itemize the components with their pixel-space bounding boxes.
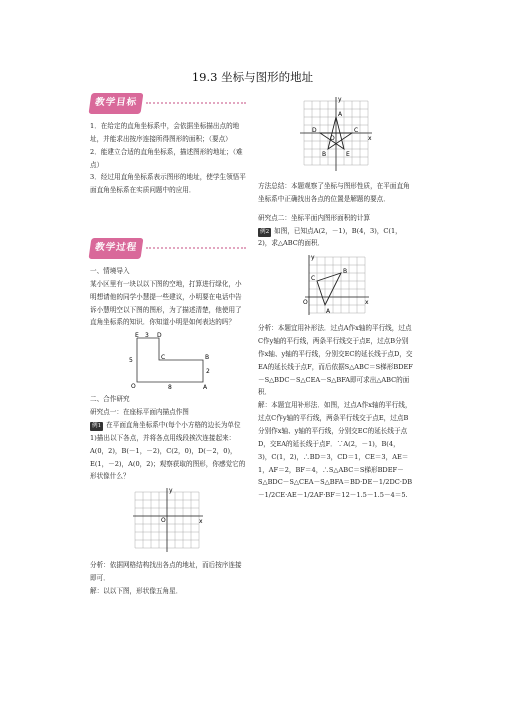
section-2-heading: 二、合作研究 [90, 395, 130, 404]
goals-banner [90, 94, 246, 112]
axis-label-y: y [337, 96, 342, 103]
point-label-a: A [325, 308, 330, 316]
axis-label-x: x [364, 299, 369, 307]
example-1 [90, 419, 246, 483]
method-summary: 方法总结：本题观察了坐标与图形性质，在平面直角坐标系中正确找出各点的位置是解题的要点． [258, 182, 410, 203]
analysis-2: 分析：本题宜用补形法．过点A作x轴的平行线，过点C作y轴的平行线，两条平行线交于点E，过点B分别作x轴、y轴的平行线，分别交EC的延长线于点D，交EA的延长线于点F，而后依据S△ABC＝S梯形BDEF－S△BDC－S△CEA－S△BFA即可求出△ABC的面积． [258, 324, 413, 397]
goal-3: 3．经过用直角坐标系表示图形的地址，使学生领悟平面直角坐标系在实质问题中的应用． [90, 173, 246, 195]
l-shape-label: O [131, 383, 136, 391]
solution-1: 解：以以下图，形状像五角星． [90, 586, 183, 595]
l-shape-label: 8 [168, 384, 172, 391]
point-label-b: B [321, 151, 326, 158]
triangle-grid-figure [299, 253, 373, 319]
point-label-c: C [353, 127, 358, 134]
example-2 [258, 225, 413, 251]
axis-label-x: x [367, 135, 372, 142]
axis-label-y: y [169, 487, 173, 495]
topic-2-heading: 研究点二：坐标平面内图形面积的计算 [258, 213, 371, 222]
l-shape-label: B [205, 354, 210, 362]
point-label-a: A [337, 111, 342, 118]
l-shape-label: C [161, 354, 166, 362]
topic-1-heading: 研究点一：在座标平面内描点作图 [90, 408, 189, 417]
right-column [258, 92, 413, 502]
origin-label: O [302, 299, 308, 307]
process-banner-label: 教学过程 [89, 238, 144, 259]
point-label-c: C [310, 275, 315, 283]
l-shape-outline [137, 338, 203, 382]
l-shape-figure [123, 332, 213, 390]
origin-label: O [161, 517, 166, 525]
analysis-1: 分析：依据网格结构找出各点的地址，而后按序连接即可． [90, 561, 242, 583]
banner-rule [146, 247, 246, 249]
left-column [90, 92, 246, 598]
star-grid-figure [298, 95, 374, 177]
l-shape-label: A [203, 384, 208, 391]
l-shape-label: 3 [145, 332, 149, 340]
example-1-badge: 例1 [92, 422, 102, 429]
process-banner [90, 239, 246, 257]
point-label-d: D [311, 127, 317, 134]
triangle-grid-lines [309, 257, 365, 316]
point-label-b: B [342, 268, 347, 276]
example-2-text: 如图，已知点A(2，－1)，B(4，3)，C(1，2)，求△ABC的面积． [258, 226, 402, 248]
l-shape-label: E [135, 332, 139, 340]
banner-rule [146, 102, 246, 104]
axis-label-y: y [310, 254, 315, 262]
blank-grid-figure [131, 486, 205, 556]
l-shape-label: 2 [206, 368, 210, 376]
goal-1: 1．在给定的直角坐标系中，会依据坐标描出点的地址，并能求出按序连接所得图形的面积；（要点） [90, 122, 240, 143]
section-1-heading: 一、情境导入 [90, 267, 130, 276]
goals-banner-label: 教学目标 [89, 93, 144, 114]
origin-label: O [329, 135, 335, 142]
point-label-e: E [345, 151, 350, 158]
example-2-badge: 例2 [260, 228, 270, 235]
solution-2: 解：本题宜用补形法．如图，过点A作x轴的平行线，过点C作y轴的平行线，两条平行线交于点E，过点B分别作x轴、y轴的平行线，分别交EC的延长线于点D，交EA的延长线于点F．∵A(2，－1)，B(4，3)，C(1，2)，∴BD＝3，CD＝1，CE＝3，AE＝1，AF＝2，BF＝4，∴S△ABC＝S梯形BDEF－S△BDC－S△CEA－S△BFA＝BD·DE－1/2DC·DB－1/2CE·AE－1/2AF·BF＝12－1.5－1.5－4＝5. [258, 401, 413, 500]
axis-label-x: x [199, 518, 203, 526]
goal-2: 2．能建立合适的直角坐标系，描述图形的地址；（难点） [90, 147, 243, 169]
example-1-text: 在平面直角坐标系中(每个小方格的边长为单位1)描出以下各点，并将各点用线段挨次连接起来：A(0，2)，B(－1，－2)，C(2，0)，D(－2，0)，E(1，－2)，A(0，2)；观察获取的图形，你感觉它的形状像什么？ [90, 420, 246, 481]
l-shape-label: D [157, 332, 162, 340]
intro-text: 某小区里有一块以以下图的空地，打算进行绿化，小明想请他的同学小慧提一些建议，小明要在电话中告诉小慧明空以下图的图形，为了描述清楚，他使用了直角坐标系的知识．你知道小明是如何表达的吗？ [90, 279, 242, 327]
l-shape-label: 5 [129, 357, 133, 365]
page-title: 19.3 坐标与图形的地址 [191, 70, 314, 84]
